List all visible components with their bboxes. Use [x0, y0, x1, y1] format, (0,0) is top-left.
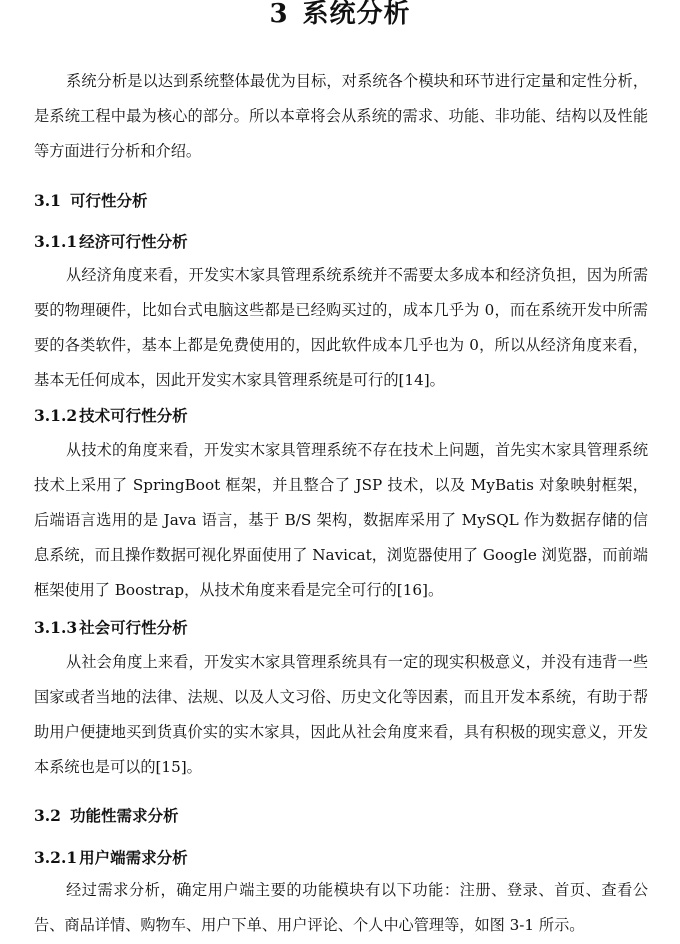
technical-feasibility-paragraph: 从技术的角度来看，开发实木家具管理系统不存在技术上问题，首先实木家具管理系统技术上采用了 SpringBoot 框架，并且整合了 JSP 技术，以及 MyBatis 对象映射框架，后端语言选用的是 Java 语言，基于 B/S 架构，数据库采用了 MySQL 作为数据存储的信息系统，而且操作数据可视化界面使用了 Navicat，浏览器使用了 Google 浏览器，而前端框架使用了 Boostrap，从技术角度来看是完全可行的[16]。	[34, 441, 648, 599]
section-3-1-2-heading	[34, 405, 188, 427]
section-3-1-1-heading	[34, 231, 188, 253]
section-number: 3.1	[34, 191, 61, 210]
section-title: 社会可行性分析	[79, 618, 188, 637]
social-feasibility-paragraph: 从社会角度上来看，开发实木家具管理系统具有一定的现实积极意义，并没有违背一些国家或者当地的法律、法规、以及人文习俗、历史文化等因素，而且开发本系统，有助于帮助用户便捷地买到货真价实的实木家具，因此从社会角度来看，具有积极的现实意义，开发本系统也是可以的[15]。	[34, 653, 648, 776]
section-title: 经济可行性分析	[79, 232, 188, 251]
section-number: 3.2	[34, 806, 61, 825]
section-title: 用户端需求分析	[79, 848, 188, 867]
user-requirements-paragraph: 经过需求分析，确定用户端主要的功能模块有以下功能：注册、登录、首页、查看公告、商品详情、购物车、用户下单、用户评论、个人中心管理等，如图 3-1 所示。	[34, 881, 648, 934]
chapter-title	[0, 0, 680, 34]
section-number: 3.1.3	[34, 618, 78, 637]
economic-feasibility-paragraph: 从经济角度来看，开发实木家具管理系统系统并不需要太多成本和经济负担，因为所需要的物理硬件，比如台式电脑这些都是已经购买过的，成本几乎为 0，而在系统开发中所需要的各类软件，基本上都是免费使用的，因此软件成本几乎也为 0，所以从经济角度来看，基本无任何成本，因此开发实木家具管理系统是可行的[14]。	[34, 266, 648, 389]
section-number: 3.2.1	[34, 848, 78, 867]
section-title: 功能性需求分析	[70, 806, 179, 825]
section-title: 可行性分析	[70, 191, 148, 210]
section-3-2-1-heading	[34, 847, 188, 869]
section-3-1-3-heading	[34, 617, 188, 639]
section-3-1-heading	[34, 190, 148, 212]
chapter-title-text: 系统分析	[302, 0, 411, 29]
section-number: 3.1.2	[34, 406, 78, 425]
section-title: 技术可行性分析	[79, 406, 188, 425]
section-number: 3.1.1	[34, 232, 78, 251]
section-3-2-heading	[34, 805, 179, 827]
chapter-number: 3	[269, 0, 289, 29]
intro-paragraph: 系统分析是以达到系统整体最优为目标，对系统各个模块和环节进行定量和定性分析，是系统工程中最为核心的部分。所以本章将会从系统的需求、功能、非功能、结构以及性能等方面进行分析和介绍。	[34, 72, 648, 160]
